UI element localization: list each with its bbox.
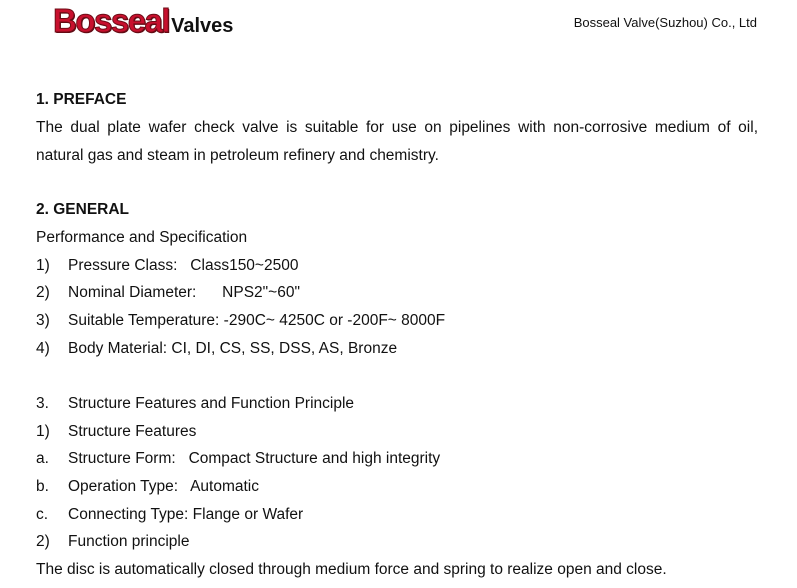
spec-item-number: 1) [36, 257, 50, 274]
preface-line-2: natural gas and steam in petroleum refinery and chemistry. [36, 147, 439, 164]
spec-item-text: Body Material: CI, DI, CS, SS, DSS, AS, Bronze [68, 340, 398, 357]
structure-item-text: Operation Type: Automatic [68, 478, 259, 495]
preface-line-1: The dual plate wafer check valve is suitable for use on pipelines with non-corrosive medium of oil, [36, 119, 758, 136]
company-name: Bosseal Valve(Suzhou) Co., Ltd [573, 15, 757, 30]
structure-item-number: a. [36, 450, 49, 467]
spec-item-number: 4) [36, 340, 50, 357]
general-heading: 2. GENERAL [36, 201, 130, 218]
function-principle-text: The disc is automatically closed through medium force and spring to realize open and close. [36, 561, 667, 578]
spec-item-number: 3) [36, 312, 50, 329]
spec-item-text: Nominal Diameter: NPS2"~60" [68, 284, 300, 301]
general-subheading: Performance and Specification [36, 229, 248, 246]
structure-item-text: Connecting Type: Flange or Wafer [68, 506, 304, 523]
spec-item-text: Suitable Temperature: -290C~ 4250C or -200F~ 8000F [68, 312, 446, 329]
logo-subtitle: Valves [171, 15, 234, 37]
structure-item-number: 1) [36, 423, 50, 440]
structure-item-text: Structure Form: Compact Structure and high integrity [68, 450, 441, 467]
structure-item-number: 3. [36, 395, 49, 412]
structure-item-text: Structure Features [68, 423, 197, 440]
preface-heading: 1. PREFACE [36, 91, 127, 108]
structure-item-number: 2) [36, 533, 50, 550]
brand-logo [53, 4, 233, 37]
spec-item-number: 2) [36, 284, 50, 301]
structure-item-number: c. [36, 506, 49, 523]
structure-item-text: Structure Features and Function Principle [68, 395, 355, 412]
structure-item-text: Function principle [68, 533, 190, 550]
structure-item-number: b. [36, 478, 49, 495]
spec-item-text: Pressure Class: Class150~2500 [68, 257, 299, 274]
logo-wordmark: Bosseal [53, 2, 170, 39]
